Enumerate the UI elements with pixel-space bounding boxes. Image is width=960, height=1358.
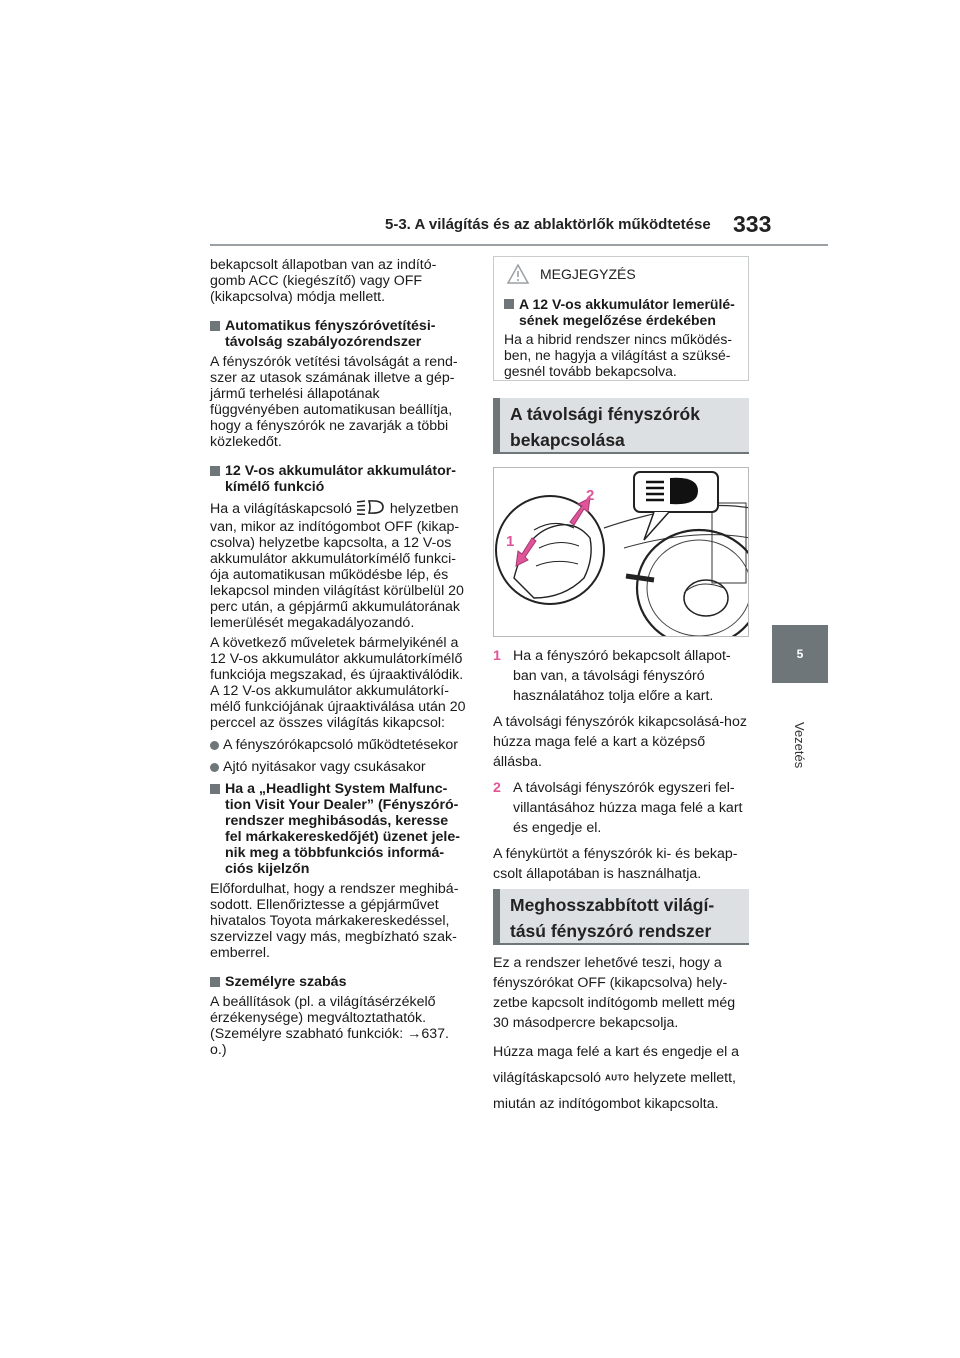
header-divider — [210, 244, 828, 246]
flash-text: A fénykürtöt a fényszórók ki- és bekap-csolt állapotában is használhatja. — [493, 846, 738, 882]
auto-symbol-icon: AUTO — [605, 1073, 630, 1083]
chapter-title: 5-3. A világítás és az ablaktörlők működtetése — [385, 216, 711, 233]
headlight-delay-instructions — [493, 953, 753, 1117]
figure-label-2: 2 — [586, 487, 595, 504]
section-heading-auto-leveling: Automatikus fényszóróvetítési-távolság szabályozórendszer — [210, 318, 468, 350]
headlight-symbol-icon — [356, 499, 386, 519]
list-item: Ajtó nyitásakor vagy csukásakor — [210, 759, 468, 775]
battery-saver-text-2: A következő műveletek bármelyikénél a 12 V-os akkumulátor akkumulátorkímélő funkciója megszakad, és újraaktiválódik. A 12 V-os akkumulátor akkumulátorkí-mélő funkciójának újraaktiválása után 20 perccel az összes világítás kikapcsol: — [210, 635, 466, 731]
figure-label-1: 1 — [506, 533, 515, 550]
round-bullet-icon — [210, 763, 219, 772]
note-body: Ha a hibrid rendszer nincs működés-ben, ne hagyja a világítást a szüksé-gesnél tovább bekapcsolva. — [504, 331, 732, 379]
section-heading-headlight-delay: Meghosszabbított világí-tású fényszóró rendszer — [493, 889, 749, 945]
page-number: 333 — [733, 211, 772, 237]
section-heading-customization: Személyre szabás — [210, 974, 468, 990]
square-bullet-icon — [210, 466, 220, 476]
step-1: 1 Ha a fényszóró bekapcsolt állapot-ban van, a távolsági fényszóró használatához tolja előre a kart. — [493, 648, 731, 704]
note-title: MEGJEGYZÉS — [540, 266, 636, 282]
step-2: 2 A távolsági fényszórók egyszeri fel-villantásához húzza maga felé a kart és engedje el. — [493, 780, 743, 836]
headlight-delay-text: Ez a rendszer lehetővé teszi, hogy a fényszórókat OFF (kikapcsolva) hely-zetbe kapcsolt indítógomb mellett még 30 másodpercre bekapcsolja. — [493, 955, 736, 1031]
customization-text: A beállítások (pl. a világításérzékelő érzékenysége) megváltoztathatók. (Személyre szabható funkciók: →637. o.) — [210, 994, 449, 1058]
square-bullet-icon — [210, 977, 220, 987]
left-column — [210, 257, 468, 1058]
intro-text: bekapcsolt állapotban van az indító-gomb ACC (kiegészítő) vagy OFF (kikapcsolva) módja mellett. — [210, 257, 437, 305]
high-beam-instructions — [493, 646, 753, 884]
round-bullet-icon — [210, 741, 219, 750]
auto-leveling-text: A fényszórók vetítési távolságát a rend-szer az utasok számának illetve a gép-jármű terhelési állapotának függvényében automatikusan beállítja, hogy a fényszórók ne zavarják a többi közlekedőt. — [210, 354, 458, 450]
chapter-tab: 5 — [772, 625, 828, 683]
note-heading: A 12 V-os akkumulátor lemerülé-sének megelőzése érdekében — [504, 296, 740, 328]
note-box — [493, 256, 749, 381]
square-bullet-icon — [210, 784, 220, 794]
warning-triangle-icon — [506, 263, 530, 290]
chapter-label: Vezetés — [792, 722, 807, 769]
square-bullet-icon — [210, 321, 220, 331]
battery-saver-text: Ha a világításkapcsoló helyzetben van, mikor az indítógombot OFF (kikap-csolva) helyzetbe kapcsolta, a 12 V-os akkumulátor akkumulátorkímélő funkci-ója automatikusan működésbe lép, és lekapcsol minden világítást körülbelül 20 perc után, a gépjármű akkumulátorának lemerülését megakadályozandó. — [210, 500, 464, 631]
headlight-lever-illustration — [493, 467, 749, 637]
list-item: A fényszórókapcsoló működtetésekor — [210, 737, 468, 753]
section-heading-high-beam: A távolsági fényszórók bekapcsolása — [493, 398, 749, 454]
square-bullet-icon — [504, 299, 514, 309]
headlight-delay-text-2: Húzza maga felé a kart és engedje el a világításkapcsoló AUTO helyzete mellett, miután az indítógombot kikapcsolta. — [493, 1044, 740, 1113]
section-heading-battery-saver: 12 V-os akkumulátor akkumulátor-kímélő funkció — [210, 463, 468, 495]
high-beam-off-text: A távolsági fényszórók kikapcsolásá-hoz húzza maga felé a kart a középső állásba. — [493, 714, 747, 770]
malfunction-text: Előfordulhat, hogy a rendszer meghibá-sodott. Ellenőriztesse a gépjárművet hivatalos Toyota márkakereskedéssel, szervizzel vagy más, megbízható szak-emberrel. — [210, 881, 459, 961]
section-heading-malfunction: Ha a „Headlight System Malfunc-tion Visit Your Dealer” (Fényszóró-rendszer meghibásodás, keresse fel márkakereskedőjét) üzenet jele-nik meg a többfunkciós informá-ciós kijelzőn — [210, 781, 468, 877]
